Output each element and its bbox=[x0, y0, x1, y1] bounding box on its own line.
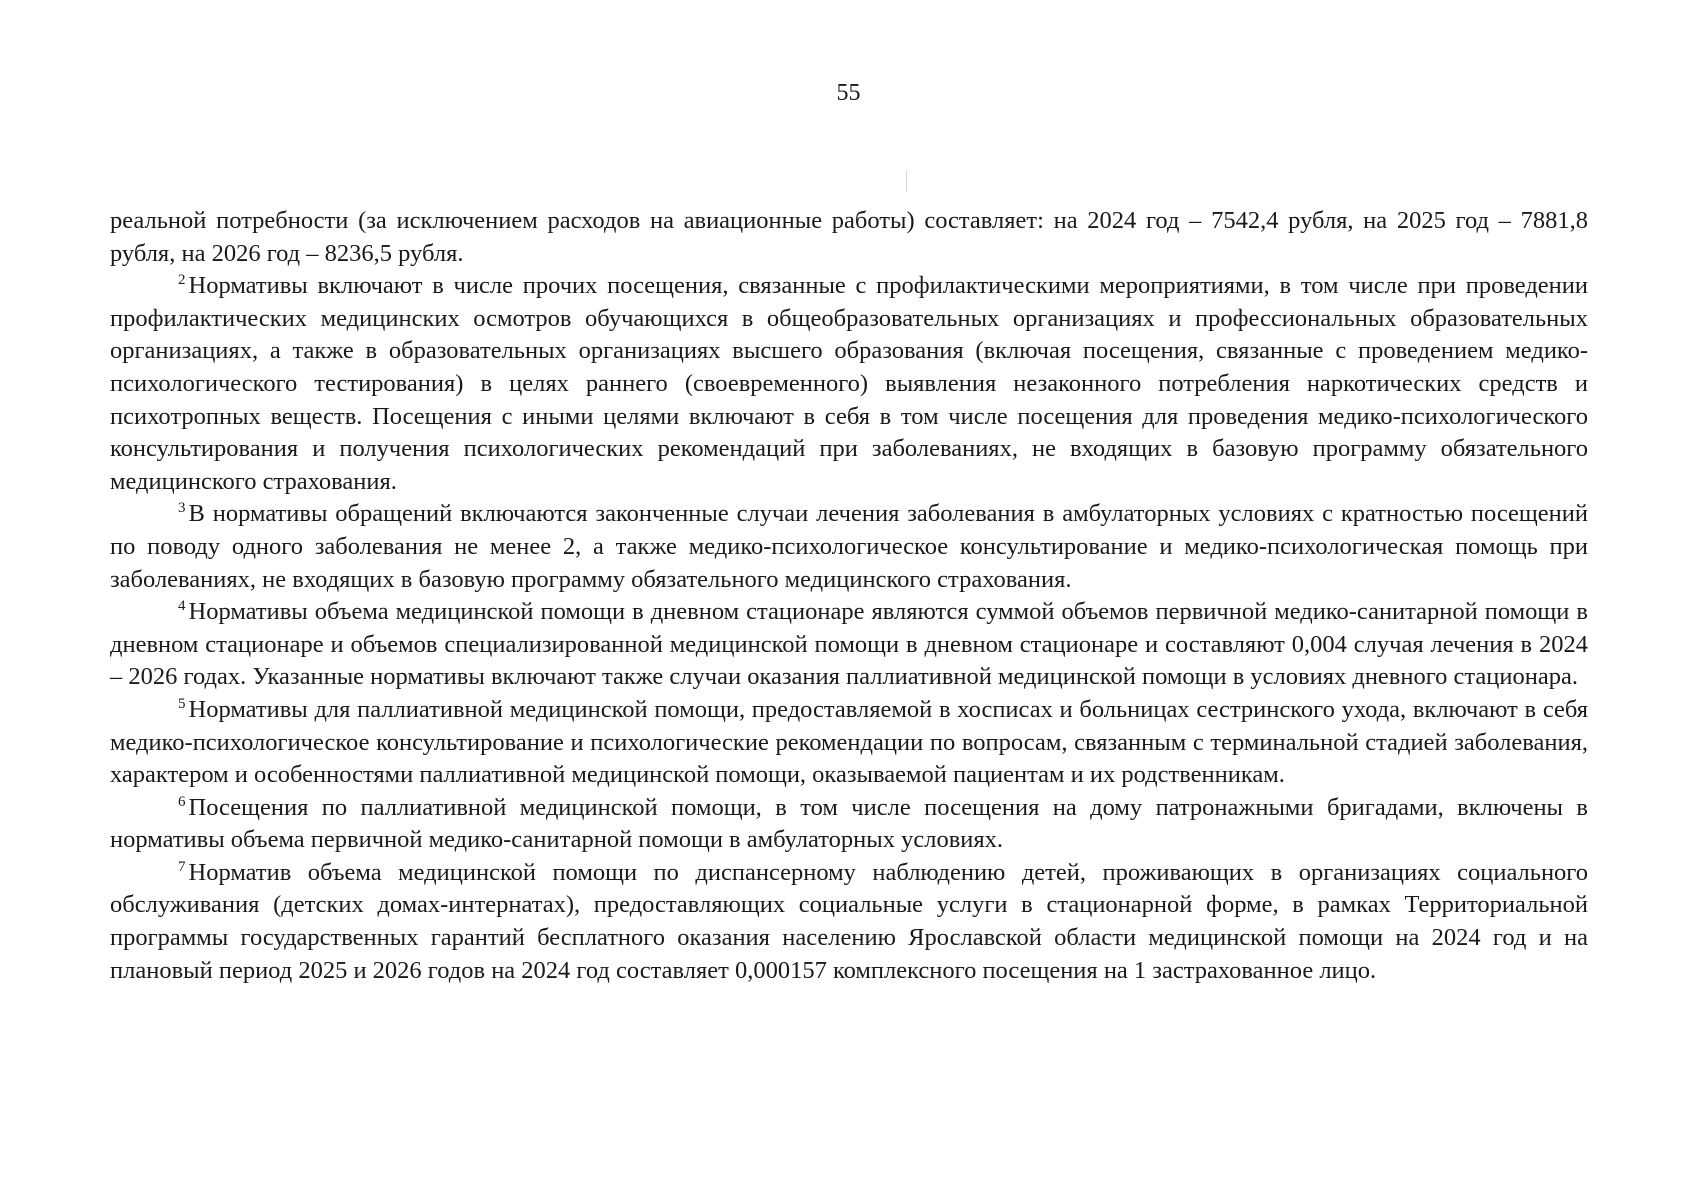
footnote-text: Посещения по паллиативной медицинской помощи, в том числе посещения на дому патронажными бригадами, включены в нормативы объема первичной медико-санитарной помощи в амбулаторных условиях. bbox=[110, 793, 1588, 854]
footnote-continuation bbox=[110, 205, 1588, 270]
footnote-text: В нормативы обращений включаются законченные случаи лечения заболевания в амбулаторных условиях с кратностью посещений по поводу одного заболевания не менее 2, а также медико-психологическое консультирование и медико-психологическая помощь при заболеваниях, не входящих в базовую программу обязательного медицинского страхования. bbox=[110, 500, 1588, 593]
footnote-marker: 7 bbox=[178, 858, 186, 875]
footnote-7 bbox=[110, 857, 1588, 987]
footnote-3 bbox=[110, 498, 1588, 596]
footnotes-body bbox=[110, 205, 1588, 987]
footnote-marker: 6 bbox=[178, 793, 186, 810]
footnote-6 bbox=[110, 792, 1588, 857]
footnote-text: Нормативы для паллиативной медицинской помощи, предоставляемой в хосписах и больницах сестринского ухода, включают в себя медико-психологическое консультирование и психологические рекомендации по вопросам, связанным с терминальной стадией заболевания, характером и особенностями паллиативной медицинской помощи, оказываемой пациентам и их родственникам. bbox=[110, 695, 1588, 789]
footnote-marker: 5 bbox=[178, 695, 186, 712]
footnote-4 bbox=[110, 596, 1588, 694]
footnote-marker: 4 bbox=[178, 598, 186, 615]
scan-artifact bbox=[906, 170, 907, 192]
footnote-text: реальной потребности (за исключением расходов на авиационные работы) составляет: на 2024 год – 7542,4 рубля, на 2025 год – 7881,8 рубля, на 2026 год – 8236,5 рубля. bbox=[110, 207, 1588, 267]
footnote-text: Норматив объема медицинской помощи по диспансерному наблюдению детей, проживающих в организациях социального обслуживания (детских домах-интернатах), предоставляющих социальные услуги в стационарной форме, в рамках Территориальной программы государственных гарантий бесплатного оказания населению Ярославской области медицинской помощи на 2024 год и на плановый период 2025 и 2026 годов на 2024 год составляет 0,000157 комплексного посещения на 1 застрахованное лицо. bbox=[110, 858, 1588, 984]
footnote-text: Нормативы включают в числе прочих посещения, связанные с профилактическими мероприятиями, в том числе при проведении профилактических медицинских осмотров обучающихся в общеобразовательных организациях и профессиональных образовательных организациях, а также в образовательных организациях высшего образования (включая посещения, связанные с проведением медико-психологического тестирования) в целях раннего (своевременного) выявления незаконного потребления наркотических средств и психотропных веществ. Посещения с иными целями включают в себя в том числе посещения для проведения медико-психологического консультирования и получения психологических рекомендаций при заболеваниях, не входящих в базовую программу обязательного медицинского страхования. bbox=[110, 272, 1588, 495]
footnote-marker: 2 bbox=[178, 272, 186, 289]
page-number: 55 bbox=[836, 80, 861, 106]
footnote-5 bbox=[110, 694, 1588, 792]
footnote-text: Нормативы объема медицинской помощи в дневном стационаре являются суммой объемов первичной медико-санитарной помощи в дневном стационаре и объемов специализированной медицинской помощи в дневном стационаре и составляют 0,004 случая лечения в 2024 – 2026 годах. Указанные нормативы включают также случаи оказания паллиативной медицинской помощи в условиях дневного стационара. bbox=[110, 598, 1588, 691]
footnote-2 bbox=[110, 270, 1588, 498]
footnote-marker: 3 bbox=[178, 500, 186, 517]
